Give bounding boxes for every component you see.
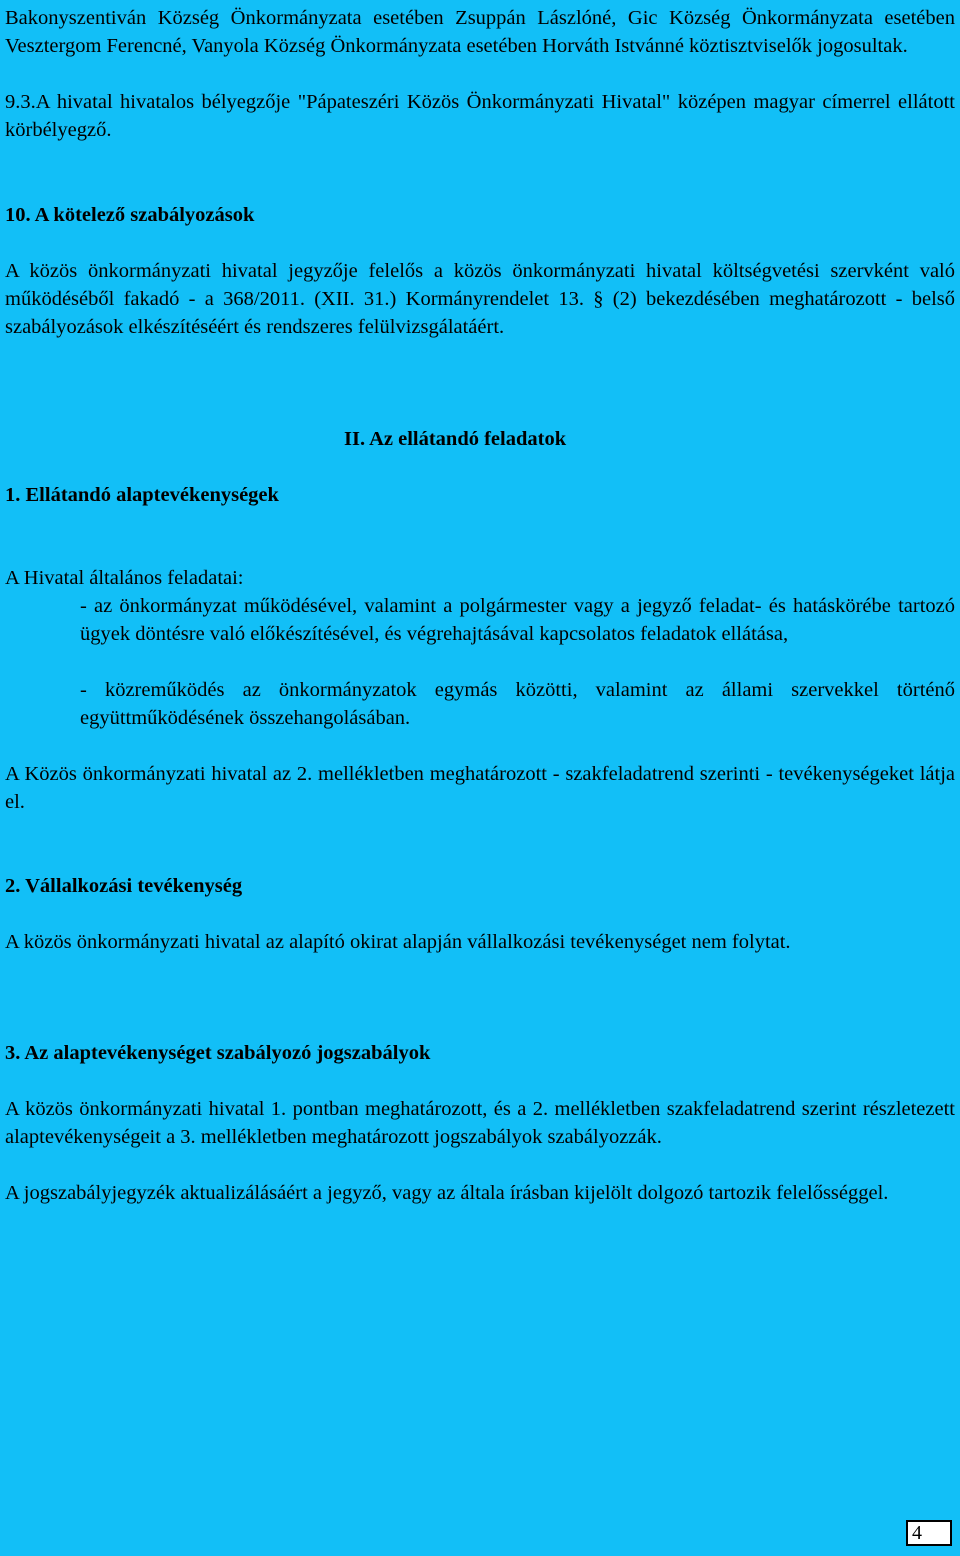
section-1-lead: A Hivatal általános feladatai: bbox=[5, 567, 244, 589]
section-2-heading: 2. Vállalkozási tevékenység bbox=[5, 875, 243, 897]
section-3-heading: 3. Az alaptevékenységet szabályozó jogszabályok bbox=[5, 1042, 431, 1064]
intro-paragraph-authorized-officials: Bakonyszentiván Község Önkormányzata esetében Zsuppán Lászlóné, Gic Község Önkormányzata esetében Vesztergom Ferencné, Vanyola Község Önkormányzata esetében Horváth Istvánné köztisztviselők jogosultak. bbox=[5, 7, 955, 57]
section-10-body: A közös önkormányzati hivatal jegyzője felelős a közös önkormányzati hivatal költségvetési szervként való működéséből fakadó - a 368/2011. (XII. 31.) Kormányrendelet 13. § (2) bekezdésében meghatározott - belső szabályozások elkészítéséért és rendszeres felülvizsgálatáért. bbox=[5, 260, 955, 338]
section-10-heading: 10. A kötelező szabályozások bbox=[5, 204, 255, 226]
section-1-task-item-1: - az önkormányzat működésével, valamint a polgármester vagy a jegyző feladat- és hatáskörébe tartozó ügyek döntésre való előkészítésével, és végrehajtásával kapcsolatos feladatok ellátása, bbox=[80, 595, 955, 645]
intro-paragraph-official-stamp: 9.3.A hivatal hivatalos bélyegzője "Pápateszéri Közös Önkormányzati Hivatal" középen magyar címerrel ellátott körbélyegző. bbox=[5, 91, 955, 141]
section-1-heading: 1. Ellátandó alaptevékenységek bbox=[5, 484, 279, 506]
section-1-paragraph-2: A Közös önkormányzati hivatal az 2. mellékletben meghatározott - szakfeladatrend szerinti - tevékenységeket látja el. bbox=[5, 763, 955, 813]
part-2-heading: II. Az ellátandó feladatok bbox=[344, 428, 567, 450]
page-number-box: 4 bbox=[906, 1520, 952, 1546]
section-2-body: A közös önkormányzati hivatal az alapító okirat alapján vállalkozási tevékenységet nem folytat. bbox=[5, 931, 791, 953]
section-3-paragraph-1: A közös önkormányzati hivatal 1. pontban meghatározott, és a 2. mellékletben szakfeladatrend szerint részletezett alaptevékenységeit a 3. mellékletben meghatározott jogszabályok szabályozzák. bbox=[5, 1098, 955, 1148]
section-3-paragraph-2: A jogszabályjegyzék aktualizálásáért a jegyző, vagy az általa írásban kijelölt dolgozó tartozik felelősséggel. bbox=[5, 1182, 889, 1204]
section-1-task-item-2: - közreműködés az önkormányzatok egymás közötti, valamint az állami szervekkel történő együttműködésének összehangolásában. bbox=[80, 679, 955, 729]
